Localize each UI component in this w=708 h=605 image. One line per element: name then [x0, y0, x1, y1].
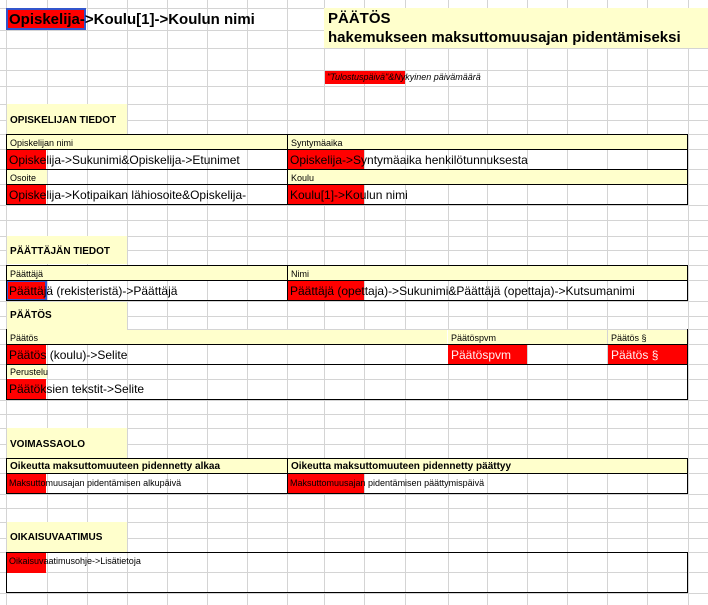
- decision-field[interactable]: Päätös (koulu)->Selite: [9, 348, 128, 362]
- student-row-line-2: [6, 169, 688, 170]
- print-date-tag: "Tulostuspäivä": [327, 72, 389, 82]
- school-name-field[interactable]: Opiskelija->Koulu[1]->Koulun nimi: [9, 11, 255, 28]
- validity-start-field[interactable]: Maksuttomuusajan pidentämisen alkupäivä: [9, 478, 182, 488]
- validity-section-title: VOIMASSAOLO: [10, 439, 86, 450]
- decider-section-title: PÄÄTTÄJÄN TIEDOT: [10, 246, 110, 257]
- validity-start-label: Oikeutta maksuttomuuteen pidennetty alkaa: [10, 461, 221, 472]
- student-row-line-3: [6, 184, 688, 185]
- birthdate-field[interactable]: Opiskelija->Syntymäaika henkilötunnuksesta: [290, 153, 528, 167]
- student-row-line-1: [6, 149, 688, 150]
- decider-name-field[interactable]: Päättäjä (opettaja)->Sukunimi&Päättäjä (opettaja)->Kutsumanimi: [290, 284, 635, 298]
- decider-name-label: Nimi: [291, 269, 309, 279]
- document-title: PÄÄTÖS: [328, 10, 391, 27]
- print-date-rest: &Nykyinen päivämäärä: [388, 72, 481, 82]
- appeal-section-title: OIKAISUVAATIMUS: [10, 532, 103, 543]
- address-field[interactable]: Opiskelija->Kotipaikan lähiosoite&Opiskelija-: [9, 188, 247, 202]
- student-col-line: [287, 134, 288, 205]
- print-date-field[interactable]: [327, 73, 481, 82]
- decider-label: Päättäjä: [10, 269, 44, 279]
- birthdate-label: Syntymäaika: [291, 138, 343, 148]
- decider-field[interactable]: Päättäjä (rekisteristä)->Päättäjä: [9, 284, 178, 298]
- decision-row-line-2: [6, 364, 688, 365]
- school-label: Koulu: [291, 173, 315, 183]
- validity-col-line: [287, 458, 288, 494]
- decider-col-line: [287, 265, 288, 301]
- decision-section-label: Päätös §: [611, 333, 647, 343]
- decision-date-field[interactable]: Päätöspvm: [451, 348, 512, 362]
- validity-row-line: [6, 473, 688, 474]
- appeal-field[interactable]: Oikaisuvaatimusohje->Lisätietoja: [9, 556, 141, 566]
- decision-row-line-1: [6, 344, 688, 345]
- validity-end-label: Oikeutta maksuttomuuteen pidennetty päättyy: [291, 461, 512, 472]
- decision-label: Päätös: [10, 333, 39, 343]
- school-field[interactable]: Koulu[1]->Koulun nimi: [290, 188, 408, 202]
- student-name-label: Opiskelijan nimi: [10, 138, 74, 148]
- decision-section-title: PÄÄTÖS: [10, 310, 52, 321]
- student-section-title: OPISKELIJAN TIEDOT: [10, 115, 117, 126]
- decision-section-field[interactable]: Päätös §: [611, 348, 659, 362]
- validity-end-field[interactable]: Maksuttomuusajan pidentämisen päättymispäivä: [290, 478, 485, 488]
- document-subtitle: hakemukseen maksuttomuusajan pidentämiseksi: [328, 29, 681, 46]
- decider-row-line: [6, 280, 688, 281]
- address-label: Osoite: [10, 173, 37, 183]
- decision-date-label: Päätöspvm: [451, 333, 497, 343]
- reason-field[interactable]: Päätöksien tekstit->Selite: [9, 382, 145, 396]
- reason-label: Perustelu: [10, 367, 49, 377]
- student-name-field[interactable]: Opiskelija->Sukunimi&Opiskelija->Etunimet: [9, 153, 240, 167]
